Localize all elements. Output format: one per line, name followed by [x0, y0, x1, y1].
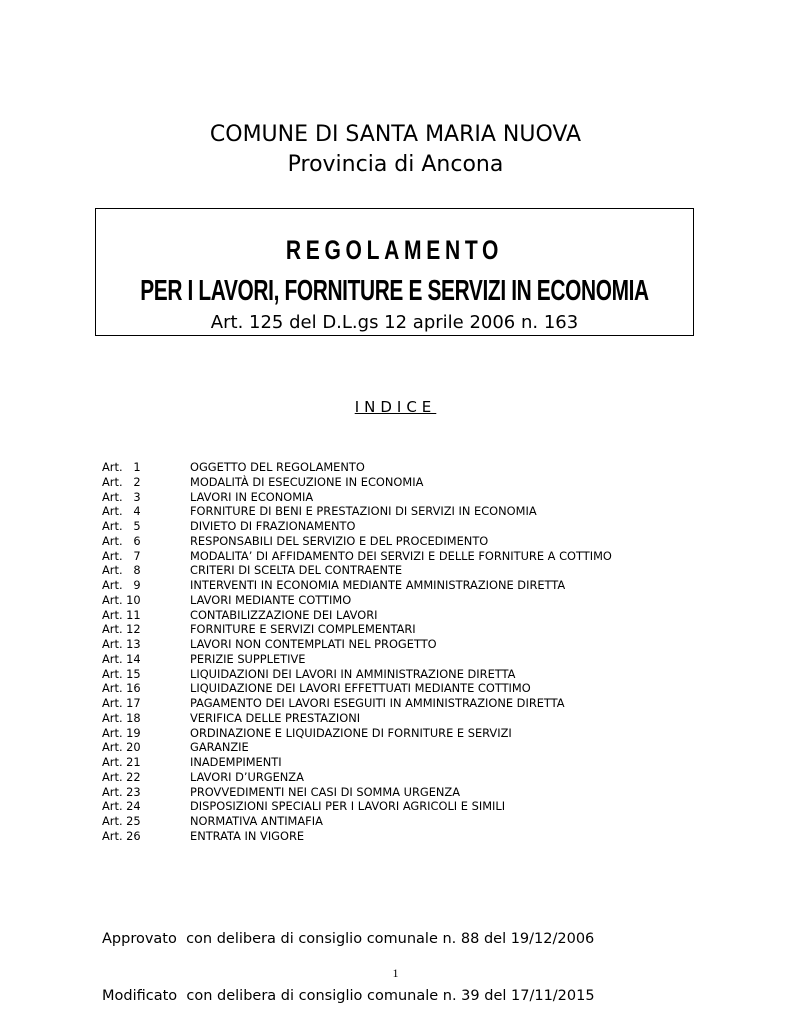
index-item-article: Art. 8: [102, 563, 141, 578]
index-item-title: MODALITÀ DI ESECUZIONE IN ECONOMIA: [190, 474, 424, 489]
index-item-title: PAGAMENTO DEI LAVORI ESEGUITI IN AMMINISTRAZIONE DIRETTA: [190, 696, 565, 710]
index-item-article: Art. 23: [102, 784, 141, 799]
index-item: [102, 829, 722, 844]
index-item-title: CONTABILIZZAZIONE DEI LAVORI: [190, 607, 378, 622]
index-item-title: DIVIETO DI FRAZIONAMENTO: [190, 519, 356, 533]
index-item-title: LIQUIDAZIONE DEI LAVORI EFFETTUATI MEDIANTE COTTIMO: [190, 681, 531, 696]
province-name: Provincia di Ancona: [287, 152, 504, 177]
index-item: [102, 814, 722, 829]
index-item: [102, 637, 722, 652]
index-item-title: GARANZIE: [190, 740, 249, 755]
index-item-article: Art. 15: [102, 666, 141, 681]
index-item-article: Art. 5: [102, 519, 141, 533]
index-item-title: INADEMPIMENTI: [190, 755, 282, 769]
index-item-title: ORDINAZIONE E LIQUIDAZIONE DI FORNITURE E SERVIZI: [190, 725, 512, 740]
index-heading: INDICE: [354, 398, 437, 416]
index-item: [102, 755, 722, 770]
index-item-article: Art. 25: [102, 814, 141, 828]
municipality-name: COMUNE DI SANTA MARIA NUOVA: [209, 122, 582, 147]
index-item-title: ENTRATA IN VIGORE: [190, 828, 305, 843]
index-item-title: NORMATIVA ANTIMAFIA: [190, 814, 323, 828]
regulation-title: REGOLAMENTO: [285, 235, 504, 265]
index-item: [102, 504, 722, 519]
index-item-title: PROVVEDIMENTI NEI CASI DI SOMMA URGENZA: [190, 784, 461, 799]
index-item-article: Art. 20: [102, 740, 141, 755]
index-item: [102, 534, 722, 549]
index-item: [102, 490, 722, 505]
index-item-title: LAVORI MEDIANTE COTTIMO: [190, 592, 352, 607]
index-item: [102, 681, 722, 696]
page-number: 1: [392, 966, 399, 980]
index-item: [102, 785, 722, 800]
index-item-title: DISPOSIZIONI SPECIALI PER I LAVORI AGRICOLI E SIMILI: [190, 799, 506, 814]
index-item-article: Art. 24: [102, 799, 141, 814]
index-item-title: OGGETTO DEL REGOLAMENTO: [190, 460, 365, 474]
index-item-article: Art. 14: [102, 651, 141, 666]
index-item: [102, 578, 722, 593]
index-list: [102, 460, 722, 844]
index-item: [102, 519, 722, 534]
index-item-article: Art. 9: [102, 578, 141, 592]
index-item-article: Art. 18: [102, 710, 141, 725]
index-item: [102, 549, 722, 564]
modification-line: Modificato con delibera di consiglio comunale n. 39 del 17/11/2015: [102, 988, 595, 1004]
index-item-article: Art. 17: [102, 696, 141, 710]
legal-reference: Art. 125 del D.L.gs 12 aprile 2006 n. 163: [210, 312, 579, 333]
index-item-article: Art. 1: [102, 460, 141, 474]
index-item-article: Art. 26: [102, 828, 141, 843]
index-item-article: Art. 10: [102, 592, 141, 607]
index-item-title: FORNITURE E SERVIZI COMPLEMENTARI: [190, 622, 416, 637]
index-item: [102, 770, 722, 785]
index-item-title: LIQUIDAZIONI DEI LAVORI IN AMMINISTRAZIONE DIRETTA: [190, 666, 516, 681]
index-item-title: INTERVENTI IN ECONOMIA MEDIANTE AMMINISTRAZIONE DIRETTA: [190, 578, 566, 592]
index-item-title: VERIFICA DELLE PRESTAZIONI: [190, 710, 361, 725]
index-item-article: Art. 16: [102, 681, 141, 696]
index-item-article: Art. 3: [102, 489, 141, 504]
index-item-title: MODALITA’ DI AFFIDAMENTO DEI SERVIZI E DELLE FORNITURE A COTTIMO: [190, 548, 612, 563]
index-item-article: Art. 11: [102, 607, 141, 622]
index-item: [102, 740, 722, 755]
index-item: [102, 696, 722, 711]
regulation-subtitle: PER I LAVORI, FORNITURE E SERVIZI IN ECONOMIA: [140, 275, 649, 307]
index-item-title: RESPONSABILI DEL SERVIZIO E DEL PROCEDIMENTO: [190, 533, 489, 548]
index-item-article: Art. 4: [102, 504, 141, 519]
index-item: [102, 608, 722, 623]
index-item-article: Art. 6: [102, 533, 141, 548]
index-item-title: LAVORI D’URGENZA: [190, 769, 304, 784]
index-item-article: Art. 19: [102, 725, 141, 740]
index-item-title: LAVORI IN ECONOMIA: [190, 489, 314, 504]
index-item: [102, 799, 722, 814]
index-item-title: LAVORI NON CONTEMPLATI NEL PROGETTO: [190, 637, 437, 651]
index-item: [102, 622, 722, 637]
index-item-article: Art. 13: [102, 637, 141, 651]
index-item-article: Art. 12: [102, 622, 141, 637]
document-header: [0, 120, 791, 180]
index-item: [102, 667, 722, 682]
approval-line: Approvato con delibera di consiglio comunale n. 88 del 19/12/2006: [102, 931, 595, 947]
index-item: [102, 475, 722, 490]
index-item: [102, 711, 722, 726]
index-item-article: Art. 7: [102, 548, 141, 563]
index-item: [102, 460, 722, 475]
index-item-article: Art. 22: [102, 769, 141, 784]
index-item-article: Art. 21: [102, 755, 141, 769]
index-item: [102, 593, 722, 608]
index-item-article: Art. 2: [102, 474, 141, 489]
index-item-title: PERIZIE SUPPLETIVE: [190, 651, 306, 666]
index-item-title: FORNITURE DI BENI E PRESTAZIONI DI SERVIZI IN ECONOMIA: [190, 504, 537, 519]
title-box: [95, 208, 694, 336]
index-item: [102, 652, 722, 667]
index-item: [102, 563, 722, 578]
index-item: [102, 726, 722, 741]
approval-notes: [102, 892, 595, 1025]
index-item-title: CRITERI DI SCELTA DEL CONTRAENTE: [190, 563, 403, 578]
